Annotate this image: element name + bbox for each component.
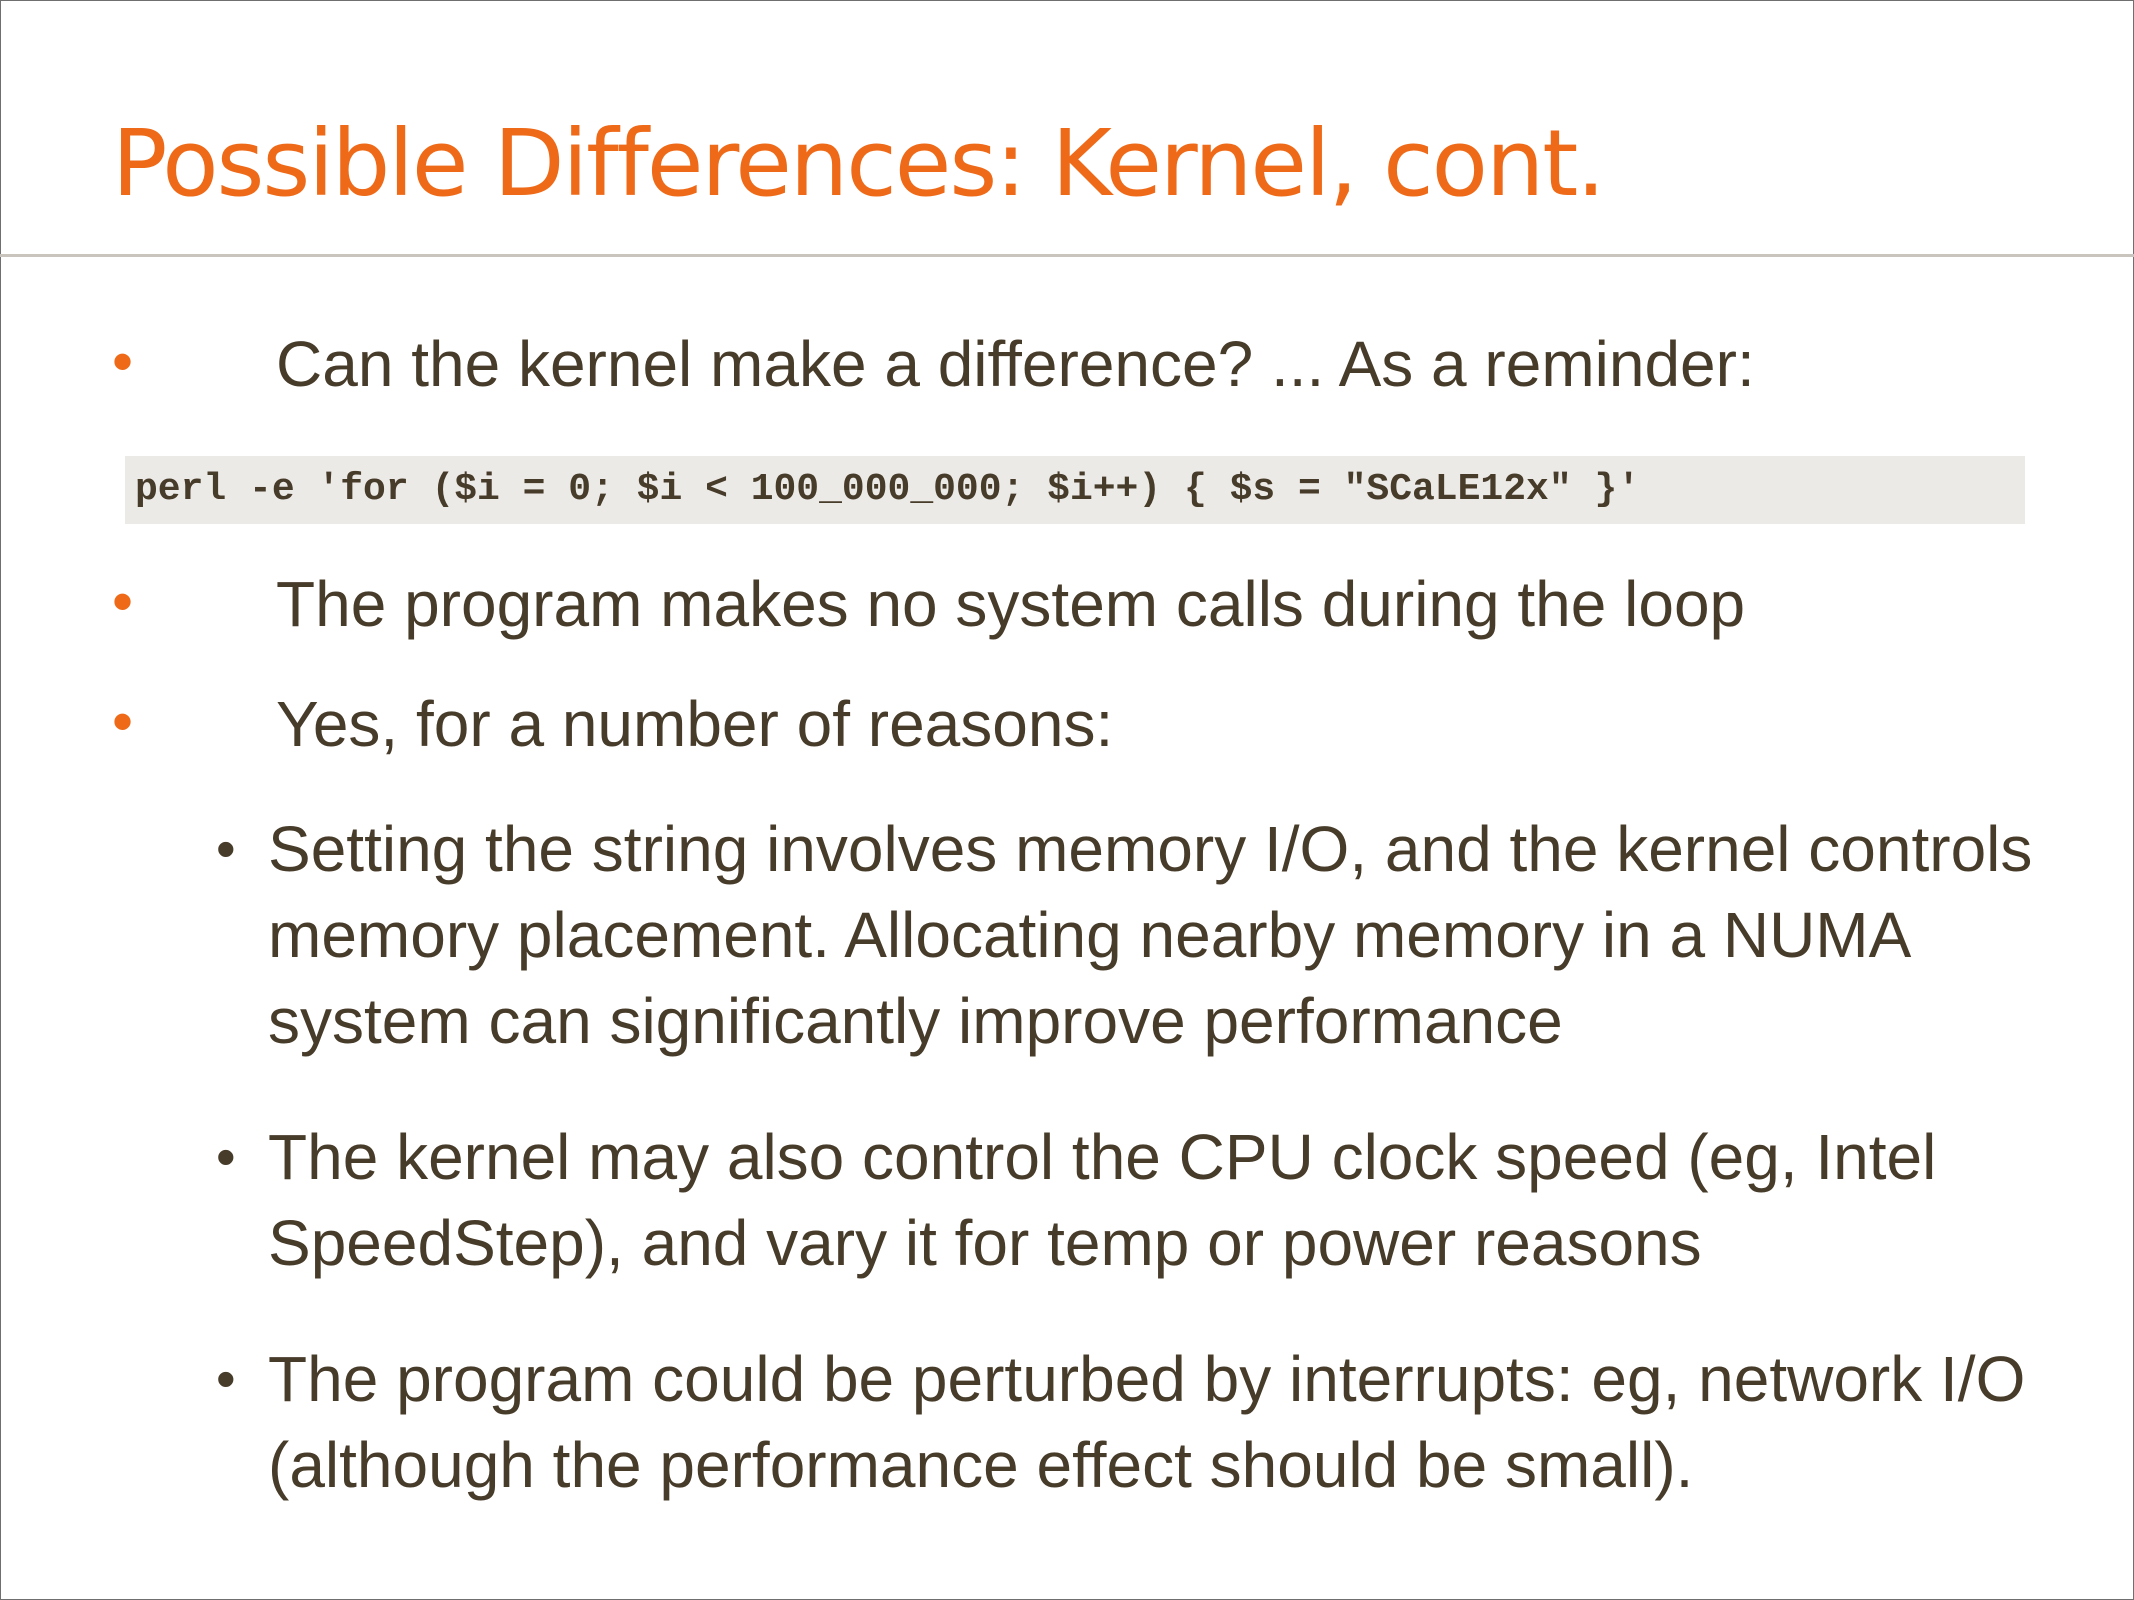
bullet-text: The program makes no system calls during the loop	[276, 568, 1746, 640]
slide-title: Possible Differences: Kernel, cont.	[112, 110, 1604, 217]
code-text: perl -e 'for ($i = 0; $i < 100_000_000; $i++) { $s = "SCaLE12x" }'	[135, 468, 1641, 511]
sub-bullet-text: Setting the string involves memory I/O, and the kernel controls memory placement. Allocating nearby memory in a NUMA system can significantly improve performance	[268, 813, 2033, 1057]
bullet-dot-icon: •	[112, 328, 134, 395]
bullet-dot-icon: •	[112, 688, 134, 755]
bullet-text: Can the kernel make a difference? ... As a reminder:	[276, 328, 1755, 400]
sub-bullet-dot-icon: •	[216, 1125, 236, 1188]
title-divider	[0, 254, 2134, 257]
bullet-text: Yes, for a number of reasons:	[276, 688, 1114, 760]
code-block	[125, 456, 2025, 524]
sub-bullet-text: The kernel may also control the CPU clock speed (eg, Intel SpeedStep), and vary it for temp or power reasons	[268, 1121, 1937, 1279]
bullet-dot-icon: •	[112, 568, 134, 635]
sub-bullet-text: The program could be perturbed by interrupts: eg, network I/O (although the performance effect should be small).	[268, 1343, 2026, 1501]
sub-bullet-dot-icon: •	[216, 1347, 236, 1410]
sub-bullet-dot-icon: •	[216, 817, 236, 880]
